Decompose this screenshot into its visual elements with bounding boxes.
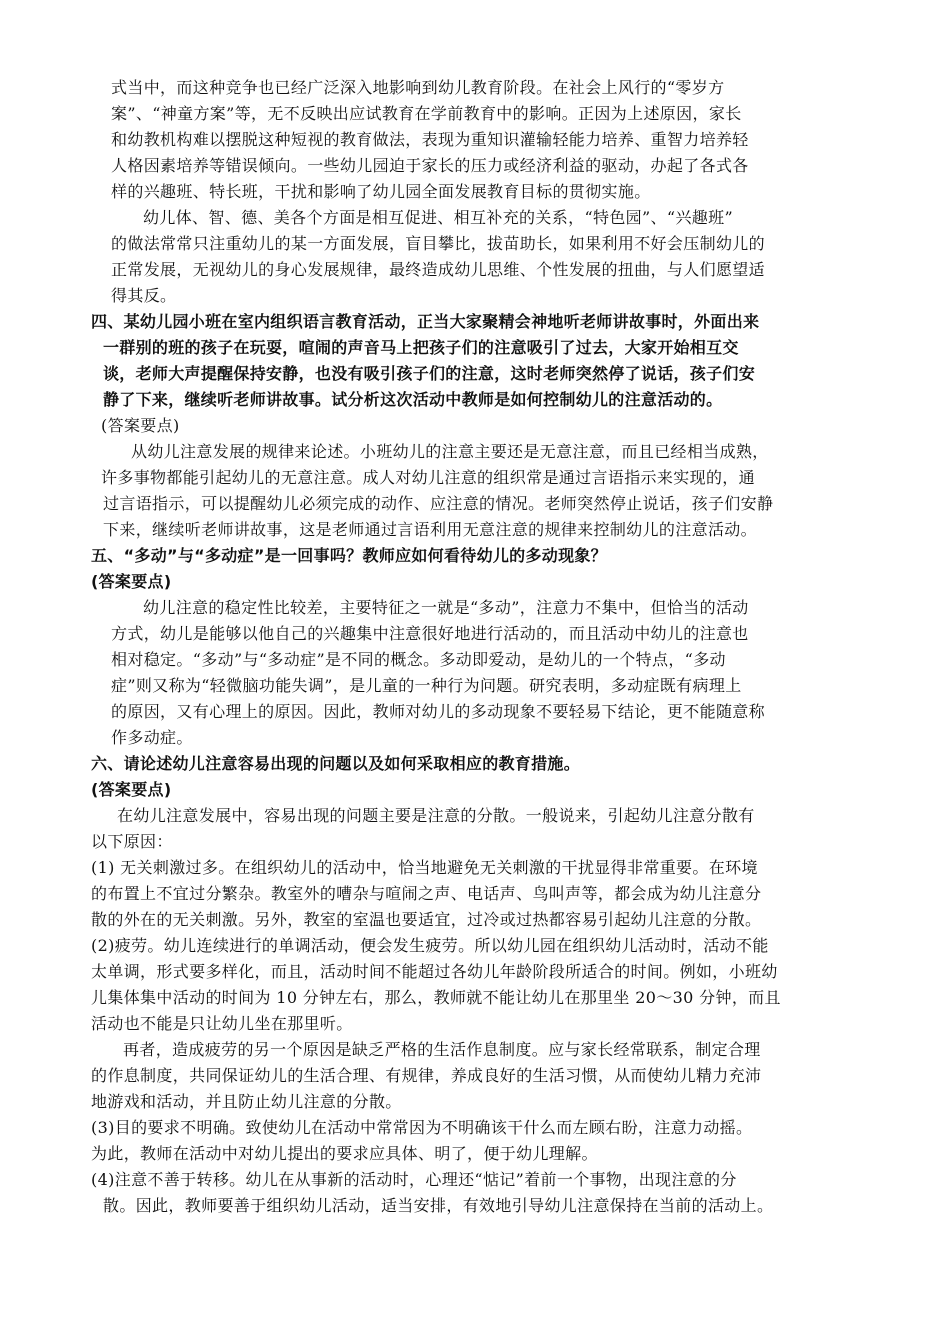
text-line: 儿集体集中活动的时间为 10 分钟左右，那么，教师就不能让幼儿在那里坐 20～30 分钟，而且 bbox=[91, 988, 781, 1007]
text-line: 作多动症。 bbox=[111, 728, 193, 747]
text-line: 正常发展，无视幼儿的身心发展规律，最终造成幼儿思维、个性发展的扭曲，与人们愿望适 bbox=[111, 260, 766, 279]
text-line: 为此，教师在活动中对幼儿提出的要求应具体、明了，便于幼儿理解。 bbox=[91, 1144, 598, 1163]
text-line: 在幼儿注意发展中，容易出现的问题主要是注意的分散。一般说来，引起幼儿注意分散有 bbox=[117, 806, 755, 825]
answer-label: (答案要点) bbox=[91, 572, 172, 591]
text-line: (4)注意不善于转移。幼儿在从事新的活动时，心理还“惦记”着前一个事物，出现注意的分 bbox=[91, 1170, 737, 1189]
text-line: 从幼儿注意发展的规律来论述。小班幼儿的注意主要还是无意注意，而且已经相当成熟， bbox=[131, 442, 769, 461]
answer-label: (答案要点) bbox=[91, 780, 172, 799]
text-line: 以下原因： bbox=[91, 832, 173, 851]
text-line: 人格因素培养等错误倾向。一些幼儿园迫于家长的压力或经济利益的驱动，办起了各式各 bbox=[111, 156, 749, 175]
question-heading: 四、某幼儿园小班在室内组织语言教育活动，正当大家聚精会神地听老师讲故事时，外面出来 bbox=[91, 312, 760, 331]
text-line: 的布置上不宜过分繁杂。教室外的嘈杂与喧闹之声、电话声、鸟叫声等，都会成为幼儿注意分 bbox=[91, 884, 762, 903]
text-line: 地游戏和活动，并且防止幼儿注意的分散。 bbox=[91, 1092, 402, 1111]
text-line: 方式，幼儿是能够以他自己的兴趣集中注意很好地进行活动的，而且活动中幼儿的注意也 bbox=[111, 624, 749, 643]
text-line: 和幼教机构难以摆脱这种短视的教育做法，表现为重知识灌输轻能力培养、重智力培养轻 bbox=[111, 130, 749, 149]
question-heading: 谈，老师大声提醒保持安静，也没有吸引孩子们的注意，这时老师突然停了说话，孩子们安 bbox=[103, 364, 756, 383]
answer-label: (答案要点) bbox=[101, 416, 180, 435]
text-line: 式当中，而这种竞争也已经广泛深入地影响到幼儿教育阶段。在社会上风行的“零岁方 bbox=[111, 78, 725, 97]
question-heading: 一群别的班的孩子在玩耍，喧闹的声音马上把孩子们的注意吸引了过去，大家开始相互交 bbox=[103, 338, 739, 357]
text-line: 过言语指示，可以提醒幼儿必须完成的动作、应注意的情况。老师突然停止说话，孩子们安静 bbox=[103, 494, 774, 513]
text-line: 的作息制度，共同保证幼儿的生活合理、有规律，养成良好的生活习惯，从而使幼儿精力充沛 bbox=[91, 1066, 762, 1085]
text-line: 许多事物都能引起幼儿的无意注意。成人对幼儿注意的组织常是通过言语指示来实现的，通 bbox=[101, 468, 756, 487]
text-line: 幼儿体、智、德、美各个方面是相互促进、相互补充的关系，“特色园”、“兴趣班” bbox=[143, 208, 734, 227]
text-line: 的做法常常只注重幼儿的某一方面发展，盲目攀比，拔苗助长，如果利用不好会压制幼儿的 bbox=[111, 234, 766, 253]
question-heading: 静了下来，继续听老师讲故事。试分析这次活动中教师是如何控制幼儿的注意活动的。 bbox=[103, 390, 723, 409]
text-line: 下来，继续听老师讲故事，这是老师通过言语利用无意注意的规律来控制幼儿的注意活动。 bbox=[103, 520, 758, 539]
text-line: (3)目的要求不明确。致使幼儿在活动中常常因为不明确该干什么而左顾右盼，注意力动摇。 bbox=[91, 1118, 753, 1137]
text-line: 散的外在的无关刺激。另外，教室的室温也要适宜，过冷或过热都容易引起幼儿注意的分散。 bbox=[91, 910, 762, 929]
text-line: 活动也不能是只让幼儿坐在那里听。 bbox=[91, 1014, 353, 1033]
text-line: 的原因，又有心理上的原因。因此，教师对幼儿的多动现象不要轻易下结论，更不能随意称 bbox=[111, 702, 766, 721]
text-line: 案”、“神童方案”等，无不反映出应试教育在学前教育中的影响。正因为上述原因，家长 bbox=[111, 104, 742, 123]
text-line: 太单调，形式要多样化，而且，活动时间不能超过各幼儿年龄阶段所适合的时间。例如，小班幼 bbox=[91, 962, 778, 981]
text-line: 症”则又称为“轻微脑功能失调”，是儿童的一种行为问题。研究表明，多动症既有病理上 bbox=[111, 676, 742, 695]
text-line: 幼儿注意的稳定性比较差，主要特征之一就是“多动”，注意力不集中，但恰当的活动 bbox=[143, 598, 749, 617]
text-line: (2)疲劳。幼儿连续进行的单调活动，便会发生疲劳。所以幼儿园在组织幼儿活动时，活动不能 bbox=[91, 936, 769, 955]
text-line: 样的兴趣班、特长班，干扰和影响了幼儿园全面发展教育目标的贯彻实施。 bbox=[111, 182, 651, 201]
text-line: 散。因此，教师要善于组织幼儿活动，适当安排，有效地引导幼儿注意保持在当前的活动上。 bbox=[103, 1196, 774, 1215]
text-line: (1) 无关刺激过多。在组织幼儿的活动中，恰当地避免无关刺激的干扰显得非常重要。在环境 bbox=[91, 858, 758, 877]
text-line: 得其反。 bbox=[111, 286, 177, 305]
question-heading: 六、请论述幼儿注意容易出现的问题以及如何采取相应的教育措施。 bbox=[91, 754, 581, 773]
text-line: 相对稳定。“多动”与“多动症”是不同的概念。多动即爱动，是幼儿的一个特点，“多动 bbox=[111, 650, 726, 669]
question-heading: 五、“多动”与“多动症”是一回事吗？教师应如何看待幼儿的多动现象？ bbox=[91, 546, 607, 565]
text-line: 再者，造成疲劳的另一个原因是缺乏严格的生活作息制度。应与家长经常联系，制定合理 bbox=[123, 1040, 761, 1059]
